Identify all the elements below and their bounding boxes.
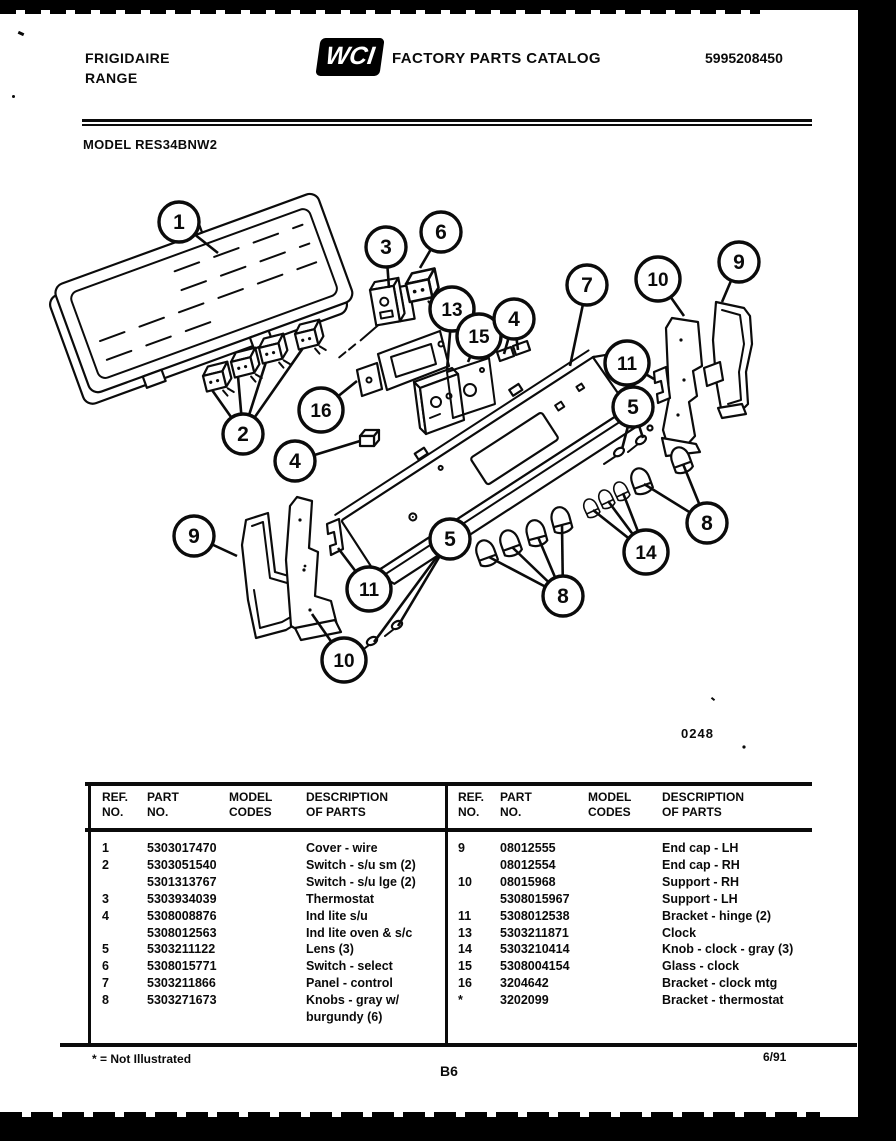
- table-row: [458, 925, 827, 942]
- col-part-label: PART: [147, 790, 179, 804]
- callout-number: 11: [358, 580, 380, 601]
- callout-5: [613, 387, 653, 449]
- table-row: [102, 992, 436, 1026]
- part-cell: 08012555: [500, 841, 556, 855]
- table-row: [102, 840, 436, 857]
- codes-cell: [229, 908, 306, 925]
- lens-part: [497, 341, 530, 361]
- switch-su-part: [293, 320, 327, 359]
- table-row: [458, 958, 827, 975]
- col-codes-label: CODES: [229, 805, 272, 819]
- desc-cell: Bracket - clock mtg: [662, 976, 778, 991]
- callout-6: [420, 212, 461, 268]
- part-cell: 3204642: [500, 976, 549, 991]
- codes-cell: [588, 925, 662, 942]
- col-codes-label: MODEL: [588, 790, 632, 804]
- part-cell: 08012554: [500, 857, 556, 872]
- callout-9: [719, 242, 759, 302]
- desc-cell: Switch - s/u lge (2): [306, 874, 416, 889]
- codes-cell: [229, 840, 306, 857]
- switch-su-part: [229, 348, 263, 387]
- scan-top-bar: [0, 0, 896, 10]
- callout-number: 14: [635, 543, 657, 564]
- cover-wire-part: [41, 184, 359, 410]
- brand-line-2: RANGE: [85, 70, 138, 86]
- col-ref-label: REF.: [458, 790, 485, 804]
- desc-cell: Switch - select: [306, 959, 393, 974]
- callout-10: [312, 614, 366, 682]
- col-part-label: PART: [500, 790, 532, 804]
- codes-cell: [588, 840, 662, 857]
- desc-cell: Bracket - hinge (2): [662, 908, 772, 923]
- callout-9: [174, 516, 237, 556]
- ref-cell: 2: [102, 857, 109, 872]
- support-lh-part: [286, 497, 341, 640]
- codes-cell: [588, 975, 662, 992]
- table-row: [458, 992, 827, 1009]
- end-cap-rh-part: [704, 302, 752, 418]
- col-ref-label: NO.: [102, 805, 124, 819]
- callout-number: 1: [173, 211, 185, 234]
- table-row: [458, 975, 827, 992]
- callout-number: 5: [444, 528, 456, 551]
- model-line: MODEL RES34BNW2: [83, 137, 218, 152]
- codes-cell: [229, 925, 306, 942]
- ref-cell: 6: [102, 959, 109, 974]
- publication-number: 5995208450: [705, 50, 783, 66]
- part-cell: 5308004154: [500, 959, 570, 974]
- callout-number: 4: [289, 450, 301, 473]
- ref-cell: [102, 874, 147, 891]
- table-divider: [445, 782, 448, 1046]
- switch-su-part: [201, 362, 235, 401]
- callout-number: 8: [701, 512, 713, 535]
- table-row: [458, 941, 827, 958]
- desc-cell: Lens (3): [306, 942, 354, 957]
- part-cell: 5303051540: [147, 857, 217, 872]
- bracket-hinge-part: [654, 367, 670, 403]
- ref-cell: 16: [458, 976, 472, 991]
- callout-number: 10: [333, 651, 355, 672]
- scan-speck: [18, 31, 25, 36]
- callout-11: [605, 341, 654, 385]
- col-codes-label: MODEL: [229, 790, 273, 804]
- table-row: [458, 891, 827, 908]
- parts-table-left-header: [102, 790, 436, 820]
- callout-number: 6: [435, 221, 447, 244]
- table-left-border: [88, 782, 91, 1046]
- codes-cell: [229, 992, 306, 1026]
- ref-cell: [458, 891, 500, 908]
- table-header-row: [102, 790, 436, 820]
- part-cell: 5303211866: [147, 976, 216, 991]
- brand-line-1: FRIGIDAIRE: [85, 50, 170, 66]
- col-part-label: NO.: [147, 805, 169, 819]
- part-cell: 5301313767: [147, 874, 217, 889]
- col-part-label: NO.: [500, 805, 522, 819]
- col-desc-label: OF PARTS: [662, 805, 722, 819]
- callout-number: 13: [441, 300, 463, 321]
- desc-cell: Bracket - thermostat: [662, 993, 784, 1008]
- ref-cell: [458, 857, 500, 874]
- ref-cell: 14: [458, 942, 472, 957]
- callout-4: [275, 441, 360, 481]
- codes-cell: [588, 908, 662, 925]
- part-cell: 5308012538: [500, 908, 570, 923]
- part-cell: 5303211122: [147, 942, 216, 957]
- callout-number: 2: [237, 423, 249, 446]
- ref-cell: *: [458, 993, 463, 1008]
- col-desc-label: DESCRIPTION: [662, 790, 745, 804]
- scan-speck: [12, 95, 15, 98]
- callout-16: [299, 381, 357, 432]
- ref-cell: 10: [458, 874, 472, 889]
- codes-cell: [588, 958, 662, 975]
- col-desc-label: OF PARTS: [306, 805, 366, 819]
- part-cell: 5303934039: [147, 891, 217, 906]
- ref-cell: 8: [102, 993, 109, 1008]
- knobs-part: [628, 445, 694, 497]
- not-illustrated-note: * = Not Illustrated: [92, 1052, 192, 1066]
- date-code: 6/91: [763, 1050, 787, 1064]
- desc-cell: Ind lite oven & s/c: [306, 925, 413, 940]
- table-header-row: [458, 790, 827, 820]
- knob-clock-part: [581, 480, 631, 519]
- desc-cell: Support - LH: [662, 891, 738, 906]
- codes-cell: [588, 874, 662, 891]
- callout-number: 5: [627, 396, 639, 419]
- callout-number: 10: [647, 270, 669, 291]
- table-row: [458, 874, 827, 891]
- lens-screw-part: [360, 619, 404, 652]
- table-row: [458, 908, 827, 925]
- parts-table-left: [102, 840, 436, 1026]
- lens-part: [360, 430, 379, 446]
- codes-cell: [588, 857, 662, 874]
- callout-number: 7: [581, 274, 593, 297]
- table-row: [458, 857, 827, 874]
- part-cell: 5308012563: [147, 925, 217, 940]
- desc-cell: Glass - clock: [662, 959, 740, 974]
- part-cell: 5303271673: [147, 993, 217, 1008]
- table-row: [102, 975, 436, 992]
- ref-cell: 11: [458, 908, 472, 923]
- desc-cell: Cover - wire: [306, 841, 378, 855]
- col-desc-label: DESCRIPTION: [306, 790, 389, 804]
- switch-su-part: [257, 334, 291, 373]
- desc-cell: Switch - s/u sm (2): [306, 857, 416, 872]
- table-row: [102, 925, 436, 942]
- callout-number: 3: [380, 236, 392, 259]
- codes-cell: [229, 958, 306, 975]
- table-top-rule: [85, 782, 812, 786]
- codes-cell: [588, 941, 662, 958]
- callout-number: 11: [616, 354, 638, 375]
- callout-number: 16: [310, 401, 332, 422]
- callout-number: 9: [188, 525, 200, 548]
- part-cell: 5308008876: [147, 908, 217, 923]
- figure-code: 0248: [681, 726, 714, 741]
- codes-cell: [588, 891, 662, 908]
- desc-cell: Knobs - gray w/ burgundy (6): [306, 993, 400, 1025]
- ref-cell: 7: [102, 976, 109, 991]
- ref-cell: 4: [102, 908, 109, 923]
- parts-table-right-header: [458, 790, 827, 820]
- part-cell: 3202099: [500, 993, 549, 1008]
- codes-cell: [229, 891, 306, 908]
- clock-part: [414, 368, 464, 434]
- callout-number: 8: [557, 585, 569, 608]
- part-cell: 5303017470: [147, 841, 217, 855]
- ref-cell: 5: [102, 942, 109, 957]
- table-row: [102, 958, 436, 975]
- table-row: [102, 908, 436, 925]
- callout-3: [366, 227, 406, 288]
- desc-cell: End cap - LH: [662, 841, 739, 855]
- codes-cell: [229, 941, 306, 958]
- desc-cell: Knob - clock - gray (3): [662, 942, 794, 957]
- header-rule-1: [82, 119, 812, 122]
- codes-cell: [229, 874, 306, 891]
- table-bottom-rule: [60, 1043, 857, 1047]
- ref-cell: [102, 925, 147, 942]
- table-row: [102, 857, 436, 874]
- callout-number: 4: [508, 308, 520, 331]
- desc-cell: End cap - RH: [662, 857, 740, 872]
- callout-10: [636, 257, 684, 316]
- part-cell: 5303211871: [500, 925, 569, 940]
- wci-logo: WCI: [315, 38, 384, 76]
- table-row: [102, 891, 436, 908]
- page-code: B6: [440, 1063, 458, 1079]
- desc-cell: Thermostat: [306, 891, 375, 906]
- col-ref-label: NO.: [458, 805, 480, 819]
- part-cell: 5308015967: [500, 891, 570, 906]
- table-row: [102, 874, 436, 891]
- codes-cell: [229, 975, 306, 992]
- callout-number: 15: [468, 327, 490, 348]
- col-ref-label: REF.: [102, 790, 129, 804]
- ref-cell: 13: [458, 925, 472, 940]
- desc-cell: Support - RH: [662, 874, 740, 889]
- part-cell: 08015968: [500, 874, 556, 889]
- scan-bottom-bar: [0, 1117, 896, 1141]
- ref-cell: 9: [458, 841, 465, 855]
- parts-table-right: [458, 840, 827, 1009]
- ref-cell: 15: [458, 959, 472, 974]
- desc-cell: Ind lite s/u: [306, 908, 368, 923]
- ref-cell: 1: [102, 841, 109, 855]
- table-row: [458, 840, 827, 857]
- exploded-diagram: [0, 160, 896, 780]
- desc-cell: Panel - control: [306, 976, 393, 991]
- codes-cell: [588, 992, 662, 1009]
- callout-number: 9: [733, 251, 745, 274]
- table-header-rule: [85, 828, 812, 832]
- table-row: [102, 941, 436, 958]
- desc-cell: Clock: [662, 925, 697, 940]
- catalog-title: FACTORY PARTS CATALOG: [392, 50, 601, 67]
- codes-cell: [229, 857, 306, 874]
- ref-cell: 3: [102, 891, 109, 906]
- part-cell: 5308015771: [147, 959, 217, 974]
- col-codes-label: CODES: [588, 805, 631, 819]
- header-rule-2: [82, 124, 812, 126]
- part-cell: 5303210414: [500, 942, 570, 957]
